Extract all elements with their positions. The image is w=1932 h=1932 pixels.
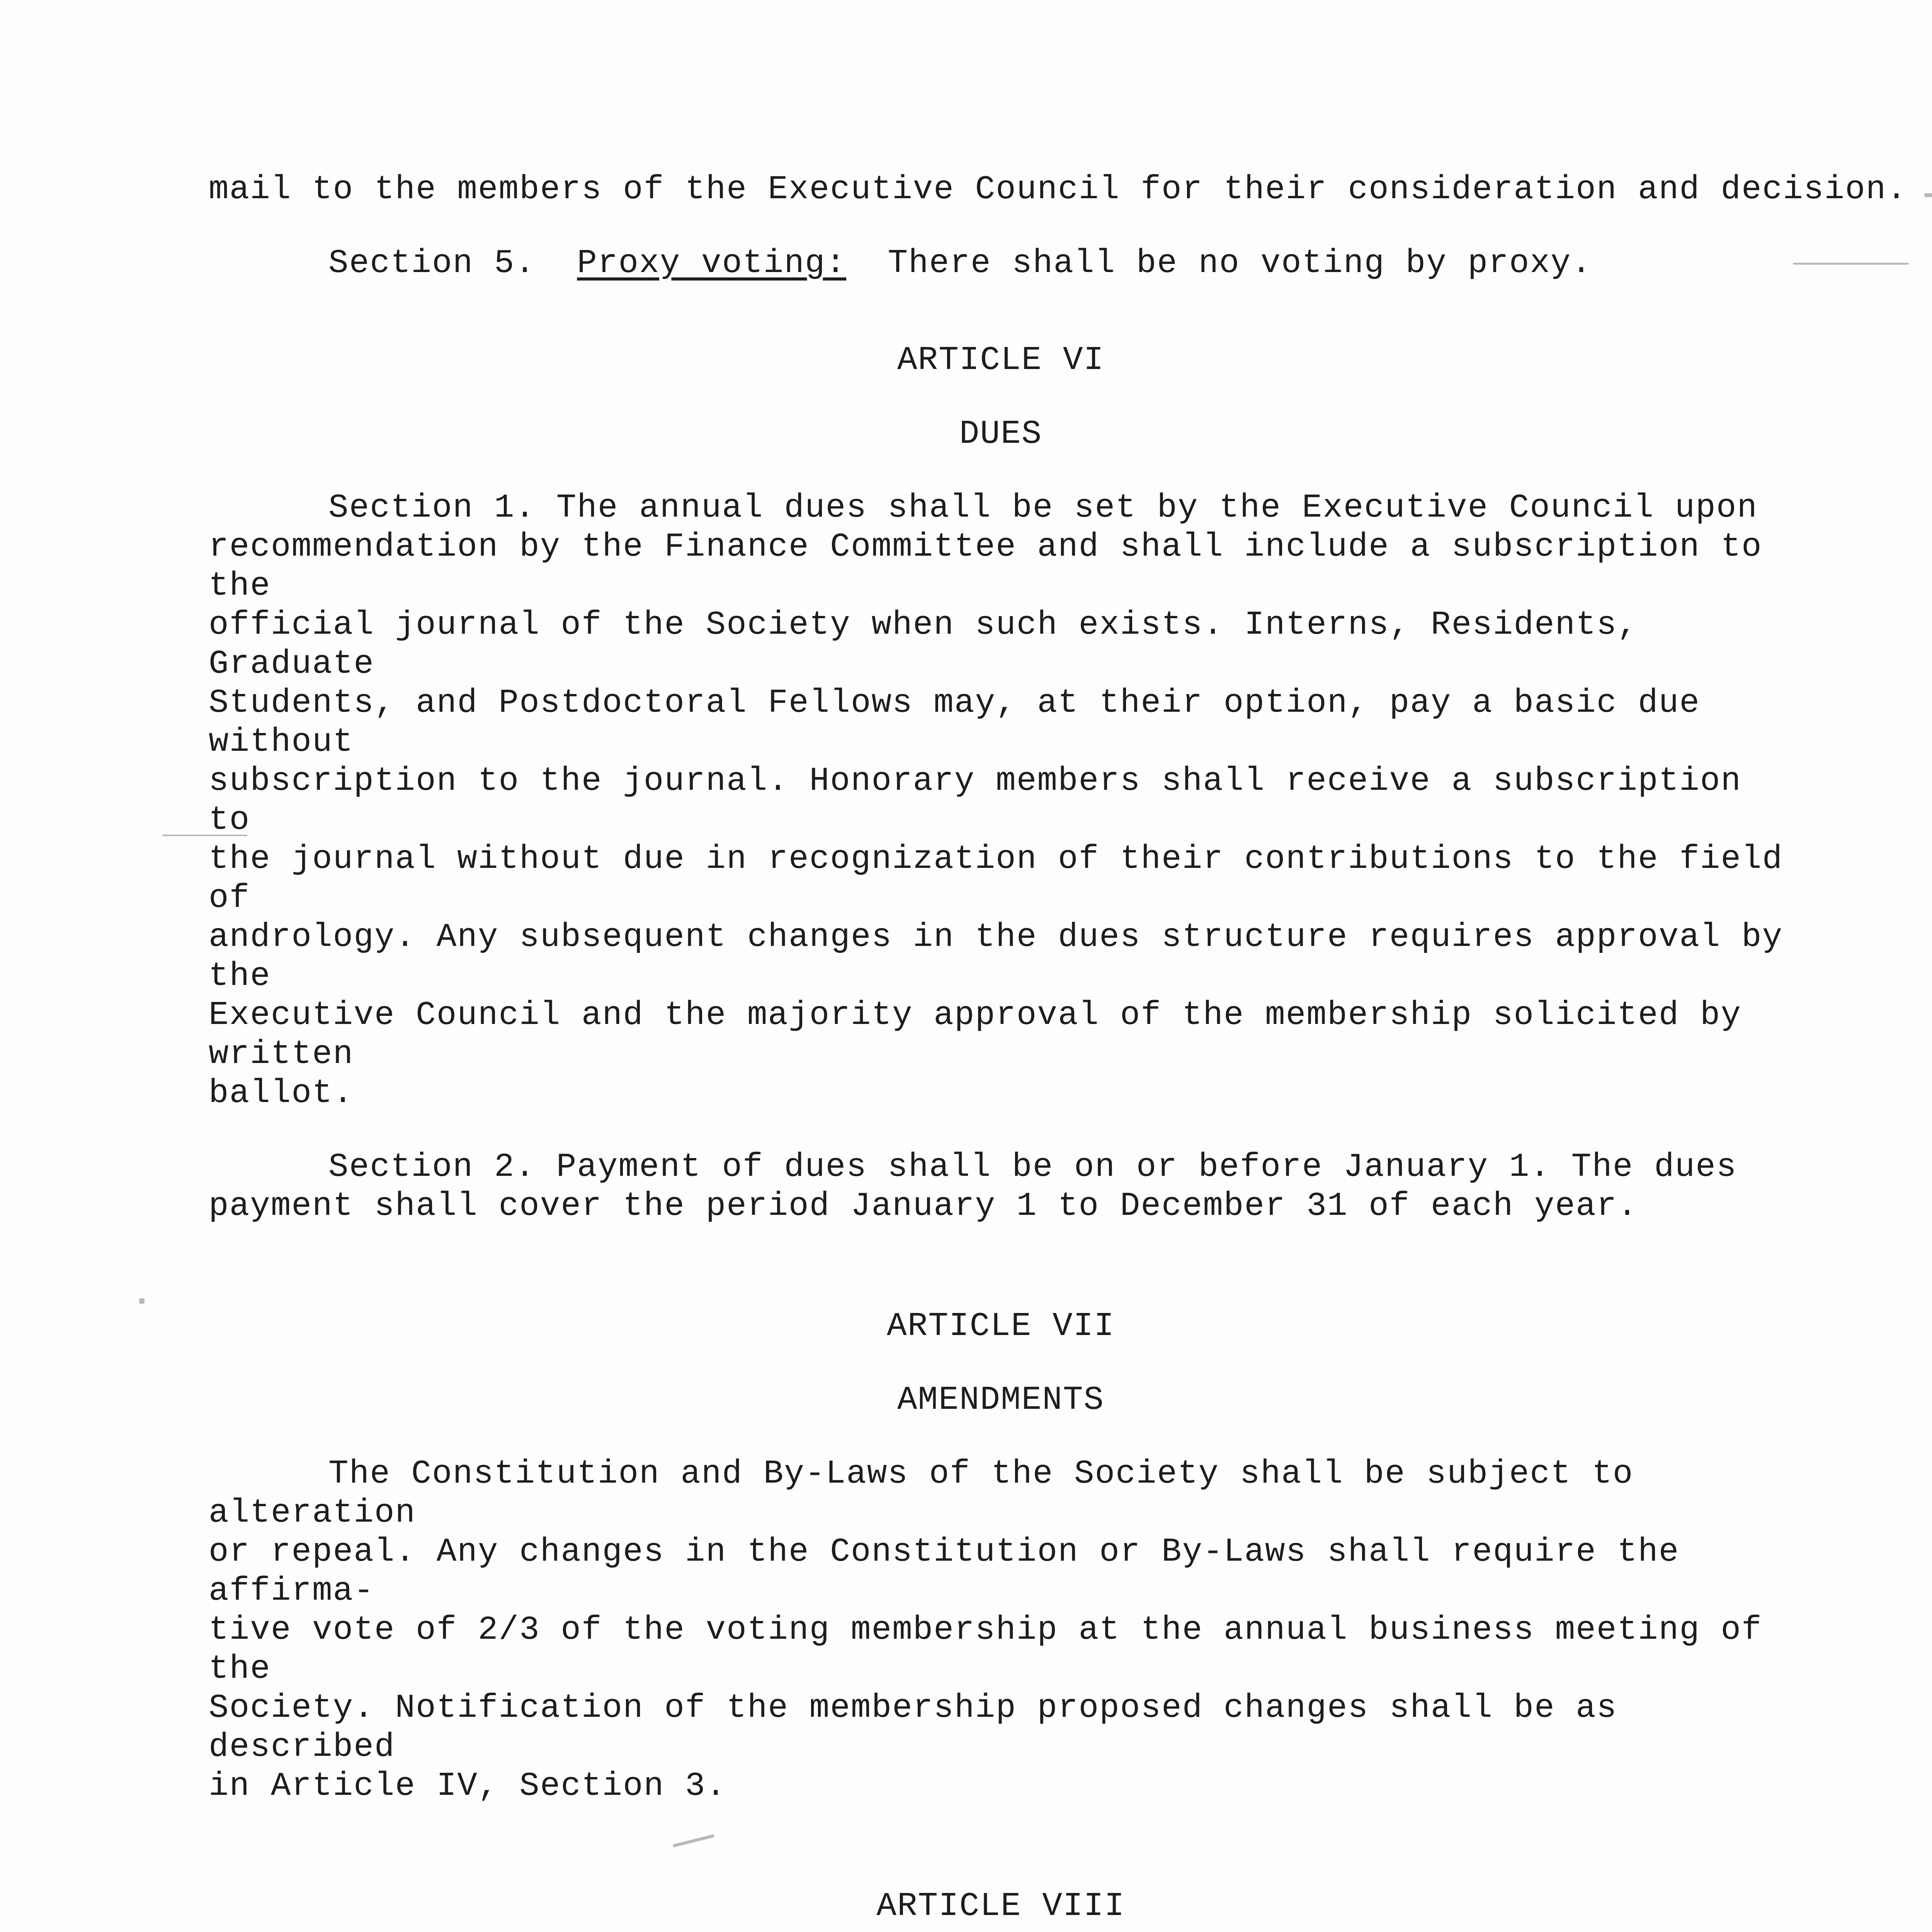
article-title: AMENDMENTS: [897, 1381, 1105, 1419]
article-title: DUES: [959, 415, 1043, 453]
article-paragraph: Section 1. The annual dues shall be set by the Executive Council upon recommendation by the Finance Committee and shall include a subscription to the official journal of the Society when such exists. Interns, Residents, Graduate Students, and Postdoctoral Fellows may, at their option, pay a basic due without subscription to the journal. Honorary members shall receive a subscription to the journal without due in recognization of their contributions to the field of andrology. Any subsequent changes in the dues structure requires approval by the Executive Council and the majority approval of the membership solicited by written ballot.: [209, 489, 1783, 1112]
continuation-line: mail to the members of the Executive Council for their consideration and decision.: [209, 170, 1907, 208]
section-5-proxy-voting: [209, 244, 1793, 283]
document-body: [209, 170, 1907, 1932]
article-paragraph: Section 2. Payment of dues shall be on or before January 1. The dues payment shall cover the period January 1 to December 31 of each year.: [209, 1148, 1737, 1225]
article-number: ARTICLE VI: [897, 341, 1105, 379]
article-viii: [209, 1887, 1793, 1932]
section-5-title: Proxy voting:: [577, 244, 847, 282]
article-vii: [209, 1307, 1793, 1806]
scan-speck: [1924, 193, 1932, 197]
article-paragraph: The Constitution and By-Laws of the Society shall be subject to alteration or repeal. Any changes in the Constitution or By-Laws shall require the affirma- tive vote of 2/3 of the voting membership at the annual business meeting of the Society. Notification of the membership proposed changes shall be as described in Article IV, Section 3.: [209, 1455, 1762, 1805]
article-vi: [209, 341, 1793, 1226]
scan-speck: [139, 1298, 145, 1304]
article-number: ARTICLE VII: [887, 1307, 1115, 1345]
section-5-label: Section 5.: [328, 244, 536, 282]
section-5-text: There shall be no voting by proxy.: [888, 244, 1592, 282]
scan-speck: [1793, 263, 1909, 265]
article-number: ARTICLE VIII: [876, 1887, 1125, 1925]
